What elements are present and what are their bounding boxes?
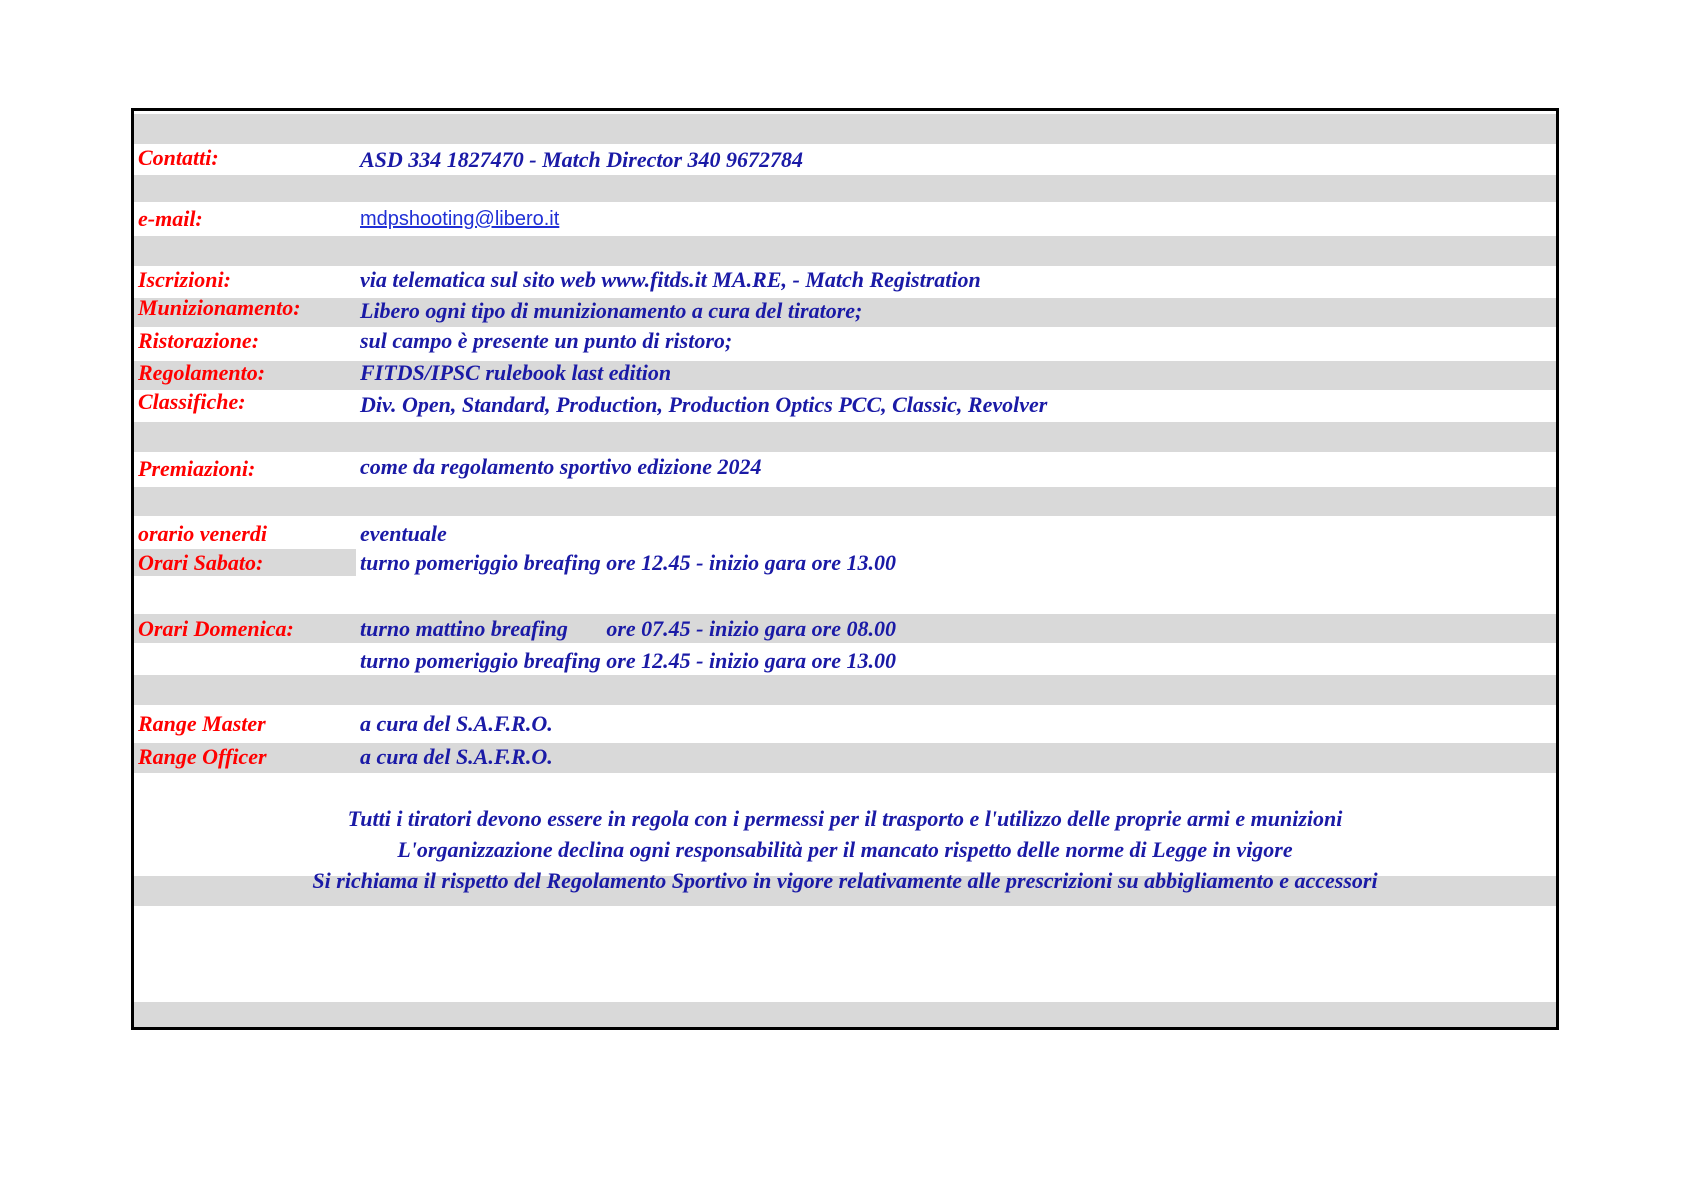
email-link[interactable]: mdpshooting@libero.it [360, 208, 560, 230]
value-contatti: ASD 334 1827470 - Match Director 340 9672784 [360, 147, 804, 172]
row-band [134, 743, 1556, 773]
row-band [134, 236, 1556, 266]
value-venerdi: eventuale [360, 521, 447, 546]
value-range-master: a cura del S.A.F.R.O. [360, 711, 553, 736]
value-munizionamento: Libero ogni tipo di munizionamento a cura del tiratore; [360, 298, 863, 323]
row-band [134, 675, 1556, 705]
value-domenica: turno mattino breafing ore 07.45 - inizio gara ore 08.00 [360, 616, 897, 641]
label-classifiche: Classifiche: [138, 389, 246, 414]
note-line: Si richiama il rispetto del Regolamento Sportivo in vigore relativamente alle prescrizioni su abbigliamento e accessori [312, 868, 1378, 893]
label-range-officer: Range Officer [138, 744, 267, 769]
row-band [134, 175, 1556, 202]
label-email: e-mail: [138, 206, 203, 231]
row-band [134, 361, 1556, 390]
label-contatti: Contatti: [138, 145, 219, 170]
value-regolamento: FITDS/IPSC rulebook last edition [360, 360, 672, 385]
label-domenica: Orari Domenica: [138, 616, 294, 641]
value-domenica-2: turno pomeriggio breafing ore 12.45 - inizio gara ore 13.00 [360, 648, 896, 673]
label-venerdi: orario venerdi [138, 521, 267, 546]
value-range-officer: a cura del S.A.F.R.O. [360, 744, 553, 769]
value-ristorazione: sul campo è presente un punto di ristoro; [360, 328, 733, 353]
row-band [134, 422, 1556, 452]
row-band [134, 487, 1556, 516]
info-table [131, 108, 1559, 1030]
label-iscrizioni: Iscrizioni: [138, 267, 231, 292]
value-premiazioni: come da regolamento sportivo edizione 2024 [360, 454, 762, 479]
value-iscrizioni: via telematica sul sito web www.fitds.it MA.RE, - Match Registration [360, 267, 981, 292]
label-premiazioni: Premiazioni: [138, 456, 256, 481]
value-classifiche: Div. Open, Standard, Production, Production Optics PCC, Classic, Revolver [360, 392, 1048, 417]
row-band [134, 114, 1556, 144]
label-range-master: Range Master [138, 711, 266, 736]
label-sabato: Orari Sabato: [138, 550, 264, 575]
label-regolamento: Regolamento: [138, 360, 266, 385]
row-band [134, 1002, 1556, 1030]
value-sabato: turno pomeriggio breafing ore 12.45 - inizio gara ore 13.00 [360, 550, 896, 575]
label-ristorazione: Ristorazione: [138, 328, 260, 353]
note-line: Tutti i tiratori devono essere in regola con i permessi per il trasporto e l'utilizzo delle proprie armi e munizioni [347, 806, 1343, 831]
note-line: L'organizzazione declina ogni responsabilità per il mancato rispetto delle norme di Legge in vigore [397, 837, 1293, 862]
label-munizionamento: Munizionamento: [138, 295, 301, 320]
